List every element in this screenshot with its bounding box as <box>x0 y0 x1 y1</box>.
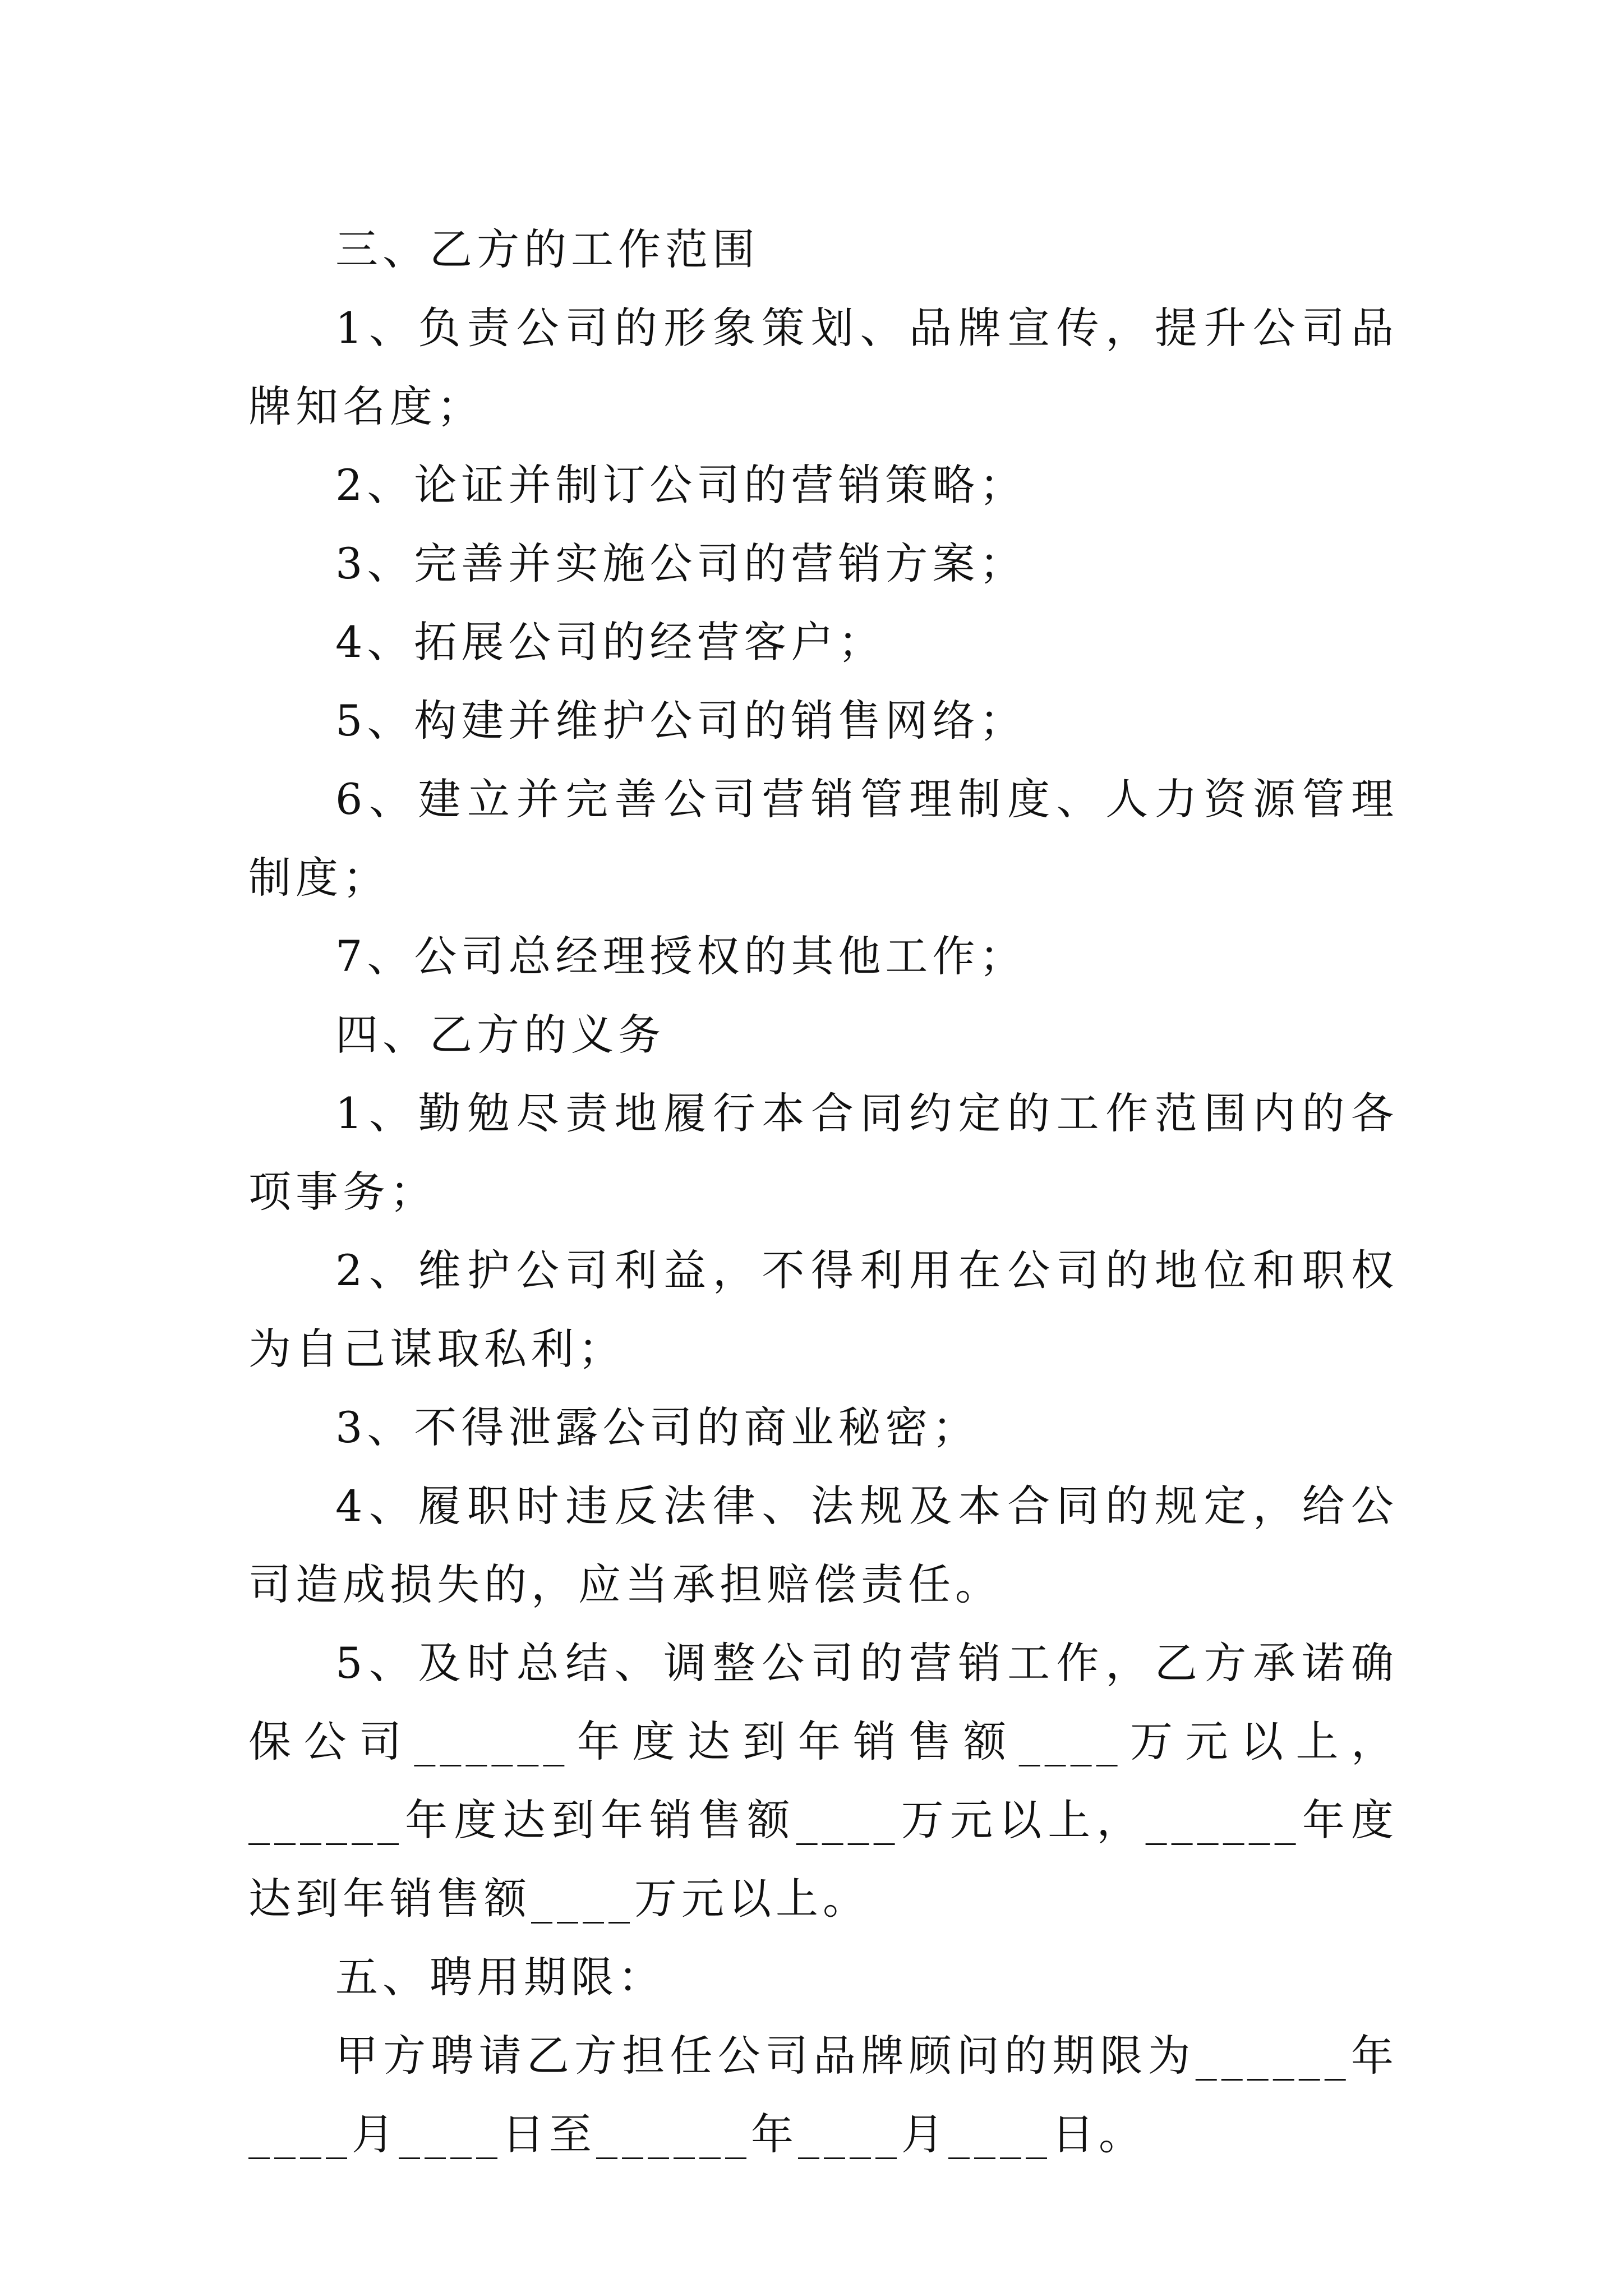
work-scope-item-1: 1、负责公司的形象策划、品牌宣传，提升公司品牌知名度； <box>248 303 1398 431</box>
work-scope-item-2: 2、论证并制订公司的营销策略； <box>335 460 1027 510</box>
work-scope-item-5: 5、构建并维护公司的销售网络； <box>335 696 1027 746</box>
obligation-item-4: 4、履职时违反法律、法规及本合同的规定，给公司造成损失的，应当承担赔偿责任。 <box>248 1481 1398 1609</box>
section-heading-work-scope: 三、乙方的工作范围 <box>335 224 759 274</box>
obligation-item-1: 1、勤勉尽责地履行本合同约定的工作范围内的各项事务； <box>248 1088 1398 1217</box>
work-scope-item-4: 4、拓展公司的经营客户； <box>335 617 886 667</box>
work-scope-item-3: 3、完善并实施公司的营销方案； <box>335 539 1027 588</box>
obligation-item-3: 3、不得泄露公司的商业秘密； <box>335 1402 980 1452</box>
obligation-item-5: 5、及时总结、调整公司的营销工作，乙方承诺确保公司______年度达到年销售额____万元以上，______年度达到年销售额____万元以上，______年度达到年销售额____万元以上。 <box>248 1638 1398 1924</box>
work-scope-item-7: 7、公司总经理授权的其他工作； <box>335 931 1027 981</box>
obligation-item-2: 2、维护公司利益，不得利用在公司的地位和职权为自己谋取私利； <box>248 1245 1398 1374</box>
document-body <box>248 210 1398 2174</box>
section-heading-term: 五、聘用期限： <box>335 1952 665 2002</box>
work-scope-item-6: 6、建立并完善公司营销管理制度、人力资源管理制度； <box>248 774 1398 903</box>
section-heading-obligations: 四、乙方的义务 <box>335 1010 665 1060</box>
term-paragraph: 甲方聘请乙方担任公司品牌顾问的期限为______年____月____日至______年____月____日。 <box>248 2031 1398 2159</box>
